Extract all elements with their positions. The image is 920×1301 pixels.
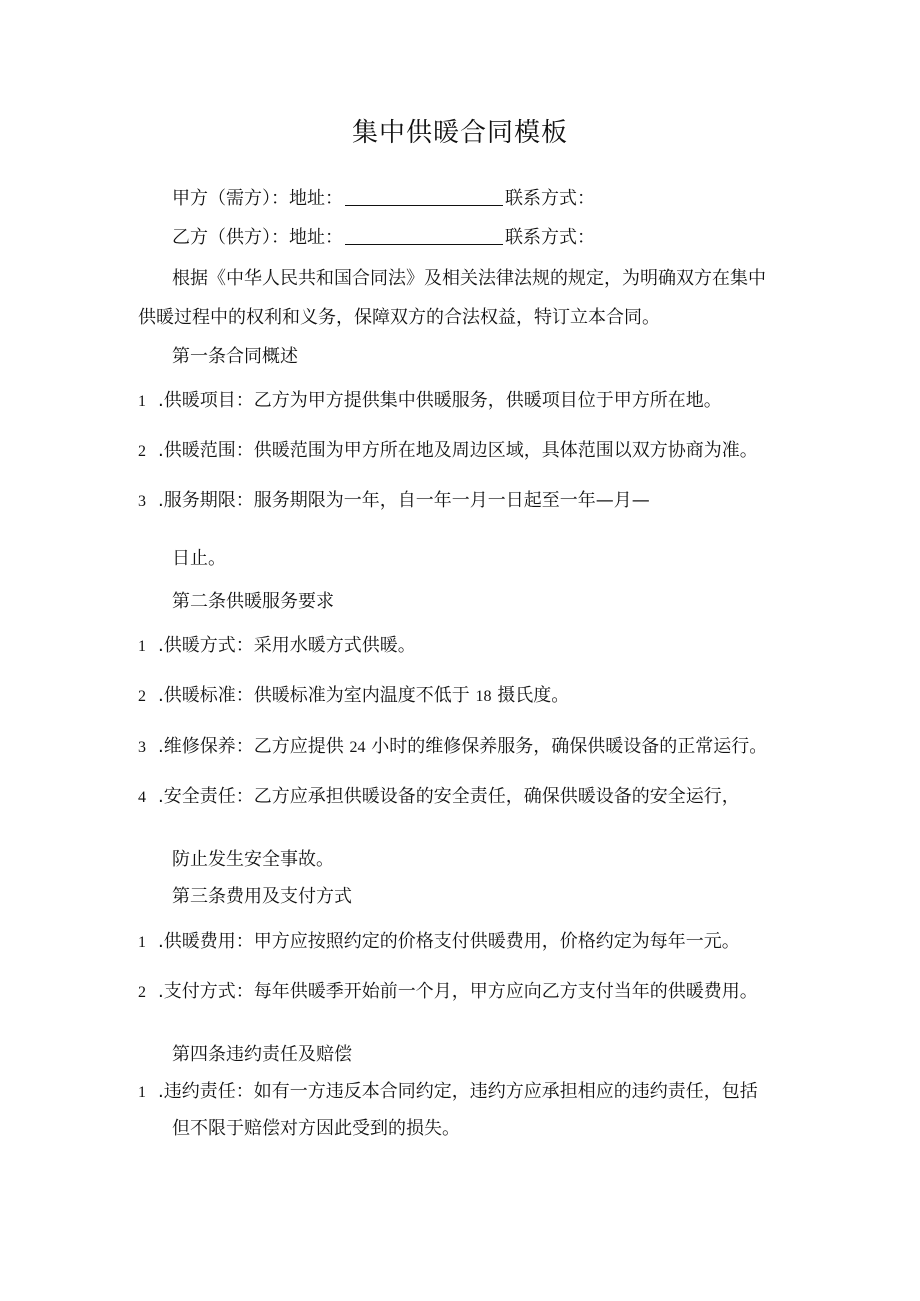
item-text: .供暖项目：乙方为甲方提供集中供暖服务，供暖项目位于甲方所在地。 xyxy=(158,390,722,411)
item-number: 3 xyxy=(138,493,146,510)
item-number: 2 xyxy=(138,443,146,460)
preamble-line-2: 供暖过程中的权利和义务，保障双方的合法权益，特订立本合同。 xyxy=(138,307,660,328)
item-number: 1 xyxy=(138,393,146,410)
item-number: 4 xyxy=(138,789,146,806)
party-b-label: 乙方（供方）：地址： xyxy=(172,227,343,248)
article-1-item-3 xyxy=(138,486,650,512)
party-a-address-blank[interactable] xyxy=(345,187,503,206)
article-4-continuation: 但不限于赔偿对方因此受到的损失。 xyxy=(172,1118,460,1139)
item-number: 1 xyxy=(138,1084,146,1101)
article-1-continuation: 日止。 xyxy=(172,548,226,569)
article-1-item-1 xyxy=(138,386,722,412)
item-text-post: 摄氏度。 xyxy=(497,685,570,706)
article-4-heading: 第四条违约责任及赔偿 xyxy=(172,1044,352,1065)
article-2-continuation: 防止发生安全事故。 xyxy=(172,849,334,870)
party-a-label: 甲方（需方）：地址： xyxy=(172,188,343,209)
hours-value: 24 xyxy=(349,739,366,756)
article-3-item-2 xyxy=(138,977,758,1003)
article-2-item-1 xyxy=(138,631,416,657)
item-text: .安全责任：乙方应承担供暖设备的安全责任，确保供暖设备的安全运行， xyxy=(158,786,740,807)
item-text-pre: .维修保养：乙方应提供 xyxy=(158,736,344,757)
item-text: .服务期限：服务期限为一年，自一年一月一日起至一年—月— xyxy=(158,490,650,511)
item-number: 3 xyxy=(138,739,146,756)
article-2-item-2 xyxy=(138,681,569,707)
item-text: .支付方式：每年供暖季开始前一个月，甲方应向乙方支付当年的供暖费用。 xyxy=(158,981,758,1002)
party-b-line xyxy=(172,223,595,249)
preamble-line-1: 根据《中华人民共和国合同法》及相关法律法规的规定，为明确双方在集中 xyxy=(172,268,766,289)
article-2-item-3 xyxy=(138,732,767,758)
item-text: .供暖范围：供暖范围为甲方所在地及周边区域，具体范围以双方协商为准。 xyxy=(158,440,758,461)
item-number: 1 xyxy=(138,638,146,655)
party-b-contact-label: 联系方式： xyxy=(505,227,595,248)
item-text: .供暖方式：采用水暖方式供暖。 xyxy=(158,635,416,656)
item-number: 1 xyxy=(138,934,146,951)
article-3-heading: 第三条费用及支付方式 xyxy=(172,886,352,907)
article-2-item-4 xyxy=(138,782,740,808)
item-text: .供暖费用：甲方应按照约定的价格支付供暖费用，价格约定为每年一元。 xyxy=(158,931,740,952)
article-4-item-1 xyxy=(138,1077,758,1103)
item-text-pre: .供暖标准：供暖标准为室内温度不低于 xyxy=(158,685,470,706)
item-text: .违约责任：如有一方违反本合同约定，违约方应承担相应的违约责任，包括 xyxy=(158,1081,758,1102)
party-b-address-blank[interactable] xyxy=(345,226,503,245)
article-1-heading: 第一条合同概述 xyxy=(172,346,298,367)
article-3-item-1 xyxy=(138,927,740,953)
item-number: 2 xyxy=(138,984,146,1001)
item-text-post: 小时的维修保养服务，确保供暖设备的正常运行。 xyxy=(371,736,768,757)
article-1-item-2 xyxy=(138,436,758,462)
temperature-value: 18 xyxy=(475,688,492,705)
item-number: 2 xyxy=(138,688,146,705)
party-a-contact-label: 联系方式： xyxy=(505,188,595,209)
party-a-line xyxy=(172,184,595,210)
document-title: 集中供暖合同模板 xyxy=(351,118,568,148)
article-2-heading: 第二条供暖服务要求 xyxy=(172,591,334,612)
